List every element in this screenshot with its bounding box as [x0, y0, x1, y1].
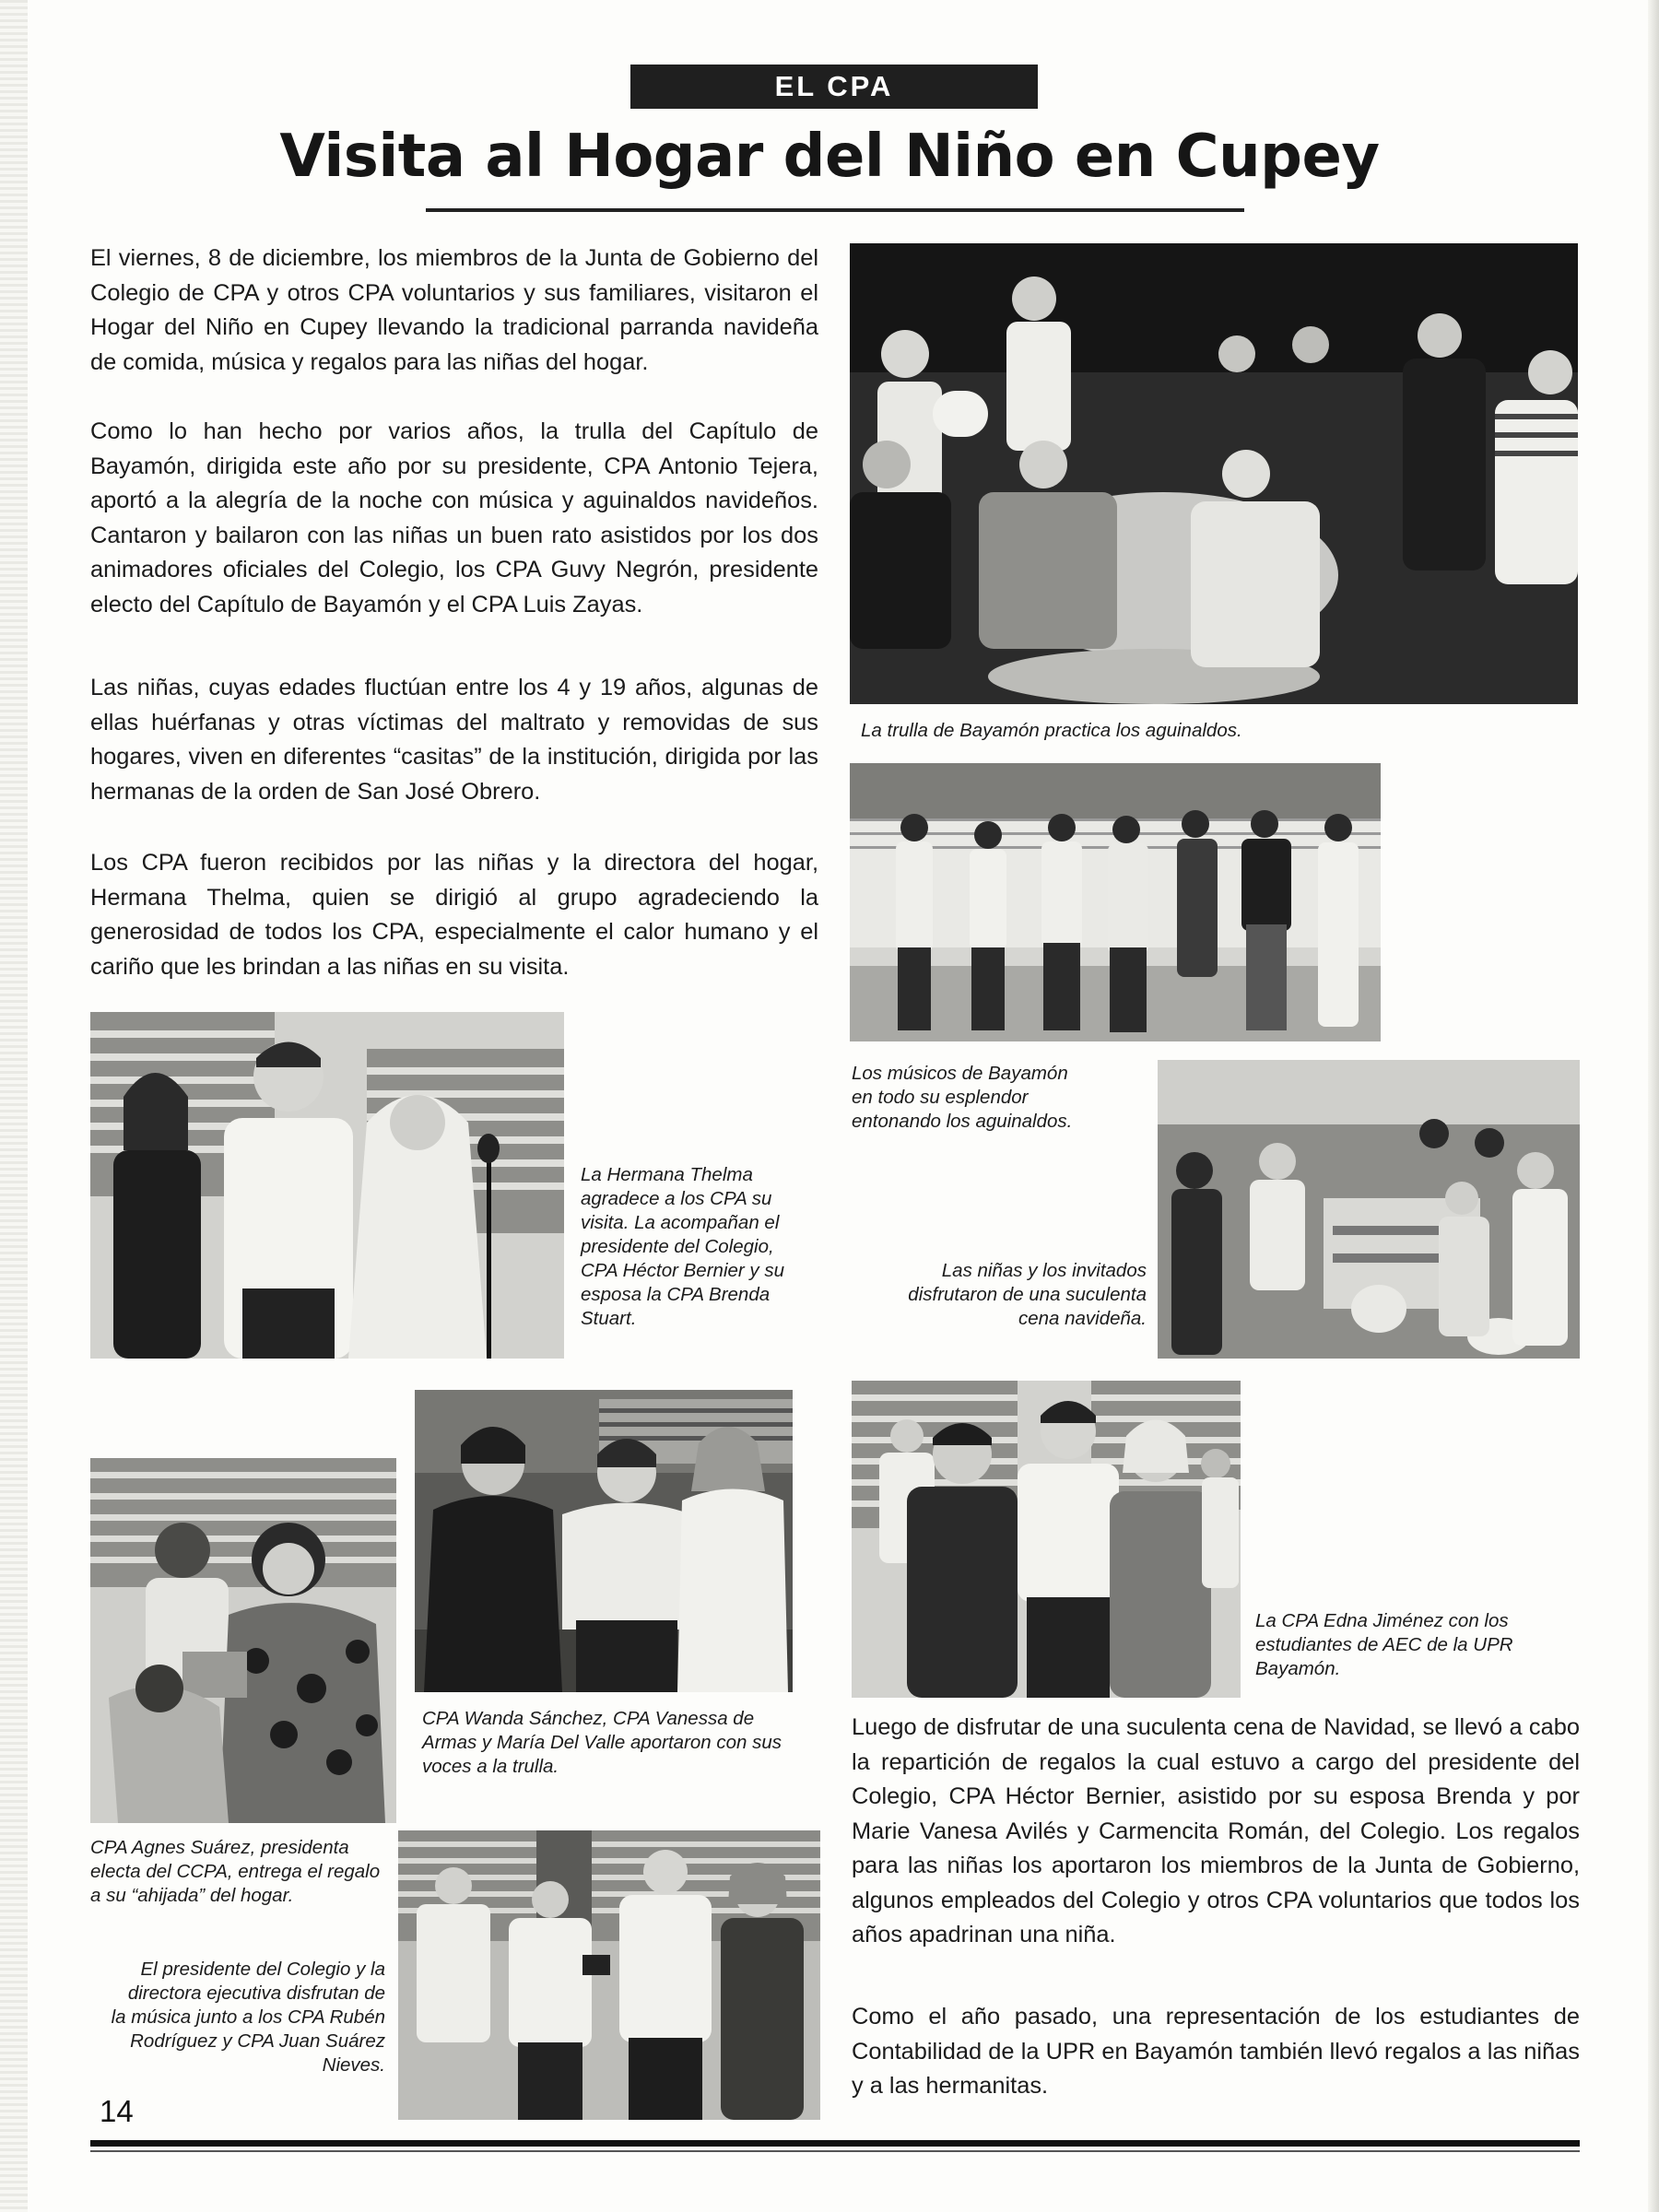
- section-label: EL CPA: [630, 65, 1038, 109]
- article-title: Visita al Hogar del Niño en Cupey: [279, 123, 1380, 191]
- caption-presidente: El presidente del Colegio y la directora ejecutiva disfrutan de la música junto a los CPA Rubén Rodríguez y CPA Juan Suárez Nieves.: [111, 1959, 385, 2076]
- paragraph-intro: El viernes, 8 de diciembre, los miembros de la Junta de Gobierno del Colegio de CPA y otros CPA voluntarios y sus familiares, visitaron el Hogar del Niño en Cupey llevando la tradicional parranda navideña de comida, música y regalos para las niñas del hogar.: [90, 245, 818, 375]
- photo-wanda: [415, 1390, 793, 1692]
- paragraph-trulla: Como lo han hecho por varios años, la trulla del Capítulo de Bayamón, dirigida este año por su presidente, CPA Antonio Tejera, aportó a la alegría de la noche con música y aguinaldos navideños. Cantaron y bailaron con las niñas un buen rato asistidos por los dos animadores oficiales del Colegio, los CPA Guvy Negrón, presidente electo del Capítulo de Bayamón y el CPA Luis Zayas.: [90, 418, 818, 618]
- footer-rule: [90, 2140, 1580, 2147]
- photo-agnes: [90, 1458, 396, 1823]
- caption-thelma: La Hermana Thelma agradece a los CPA su visita. La acompañan el presidente del Colegio, CPA Héctor Bernier y su esposa la CPA Brenda Stuart.: [581, 1164, 785, 1329]
- caption-wanda: CPA Wanda Sánchez, CPA Vanessa de Armas y María Del Valle aportaron con sus voces a la trulla.: [422, 1708, 782, 1777]
- photo-presidente: [398, 1830, 820, 2120]
- caption-agnes: CPA Agnes Suárez, presidenta electa del CCPA, entrega el regalo a su “ahijada” del hogar.: [90, 1837, 381, 1906]
- footer-rule-thin: [90, 2150, 1580, 2152]
- photo-trulla: [850, 243, 1578, 704]
- caption-musicos: Los músicos de Bayamón en todo su esplendor entonando los aguinaldos.: [852, 1063, 1073, 1132]
- paragraph-ninas: Las niñas, cuyas edades fluctúan entre los 4 y 19 años, algunas de ellas huérfanas y otras víctimas del maltrato y removidas de sus hogares, viven en diferentes “casitas” de la institución, dirigida por las hermanas de la orden de San José Obrero.: [90, 675, 818, 805]
- photo-edna: [852, 1381, 1241, 1698]
- caption-edna: La CPA Edna Jiménez con los estudiantes de AEC de la UPR Bayamón.: [1255, 1610, 1513, 1679]
- scan-edge-left: [0, 0, 28, 2212]
- photo-thelma: [90, 1012, 564, 1359]
- page-number: 14: [100, 2094, 134, 2128]
- caption-trulla: La trulla de Bayamón practica los aguinaldos.: [861, 720, 1242, 741]
- title-underline: [426, 208, 1244, 212]
- caption-cena: Las niñas y los invitados disfrutaron de una suculenta cena navideña.: [908, 1260, 1147, 1329]
- paragraph-regalos: Luego de disfrutar de una suculenta cena de Navidad, se llevó a cabo la repartición de regalos la cual estuvo a cargo del presidente del Colegio, CPA Héctor Bernier, asistido por su esposa Brenda y por Marie Vanesa Avilés y Carmencita Román, del Colegio. Los regalos para las niñas los aportaron los miembros de la Junta de Gobierno, algunos empleados del Colegio y otros CPA voluntarios que todos los años apadrinan una niña.: [852, 1714, 1580, 1947]
- photo-musicos: [850, 763, 1381, 1041]
- scan-edge-right: [1648, 0, 1659, 2212]
- photo-cena: [1158, 1060, 1580, 1359]
- paragraph-estudiantes: Como el año pasado, una representación de los estudiantes de Contabilidad de la UPR en Bayamón también llevó regalos a las niñas y a las hermanitas.: [852, 2004, 1580, 2099]
- paragraph-recibidos: Los CPA fueron recibidos por las niñas y la directora del hogar, Hermana Thelma, quien se dirigió al grupo agradeciendo la generosidad de todos los CPA, especialmente el calor humano y el cariño que les brindan a las niñas en su visita.: [90, 850, 818, 980]
